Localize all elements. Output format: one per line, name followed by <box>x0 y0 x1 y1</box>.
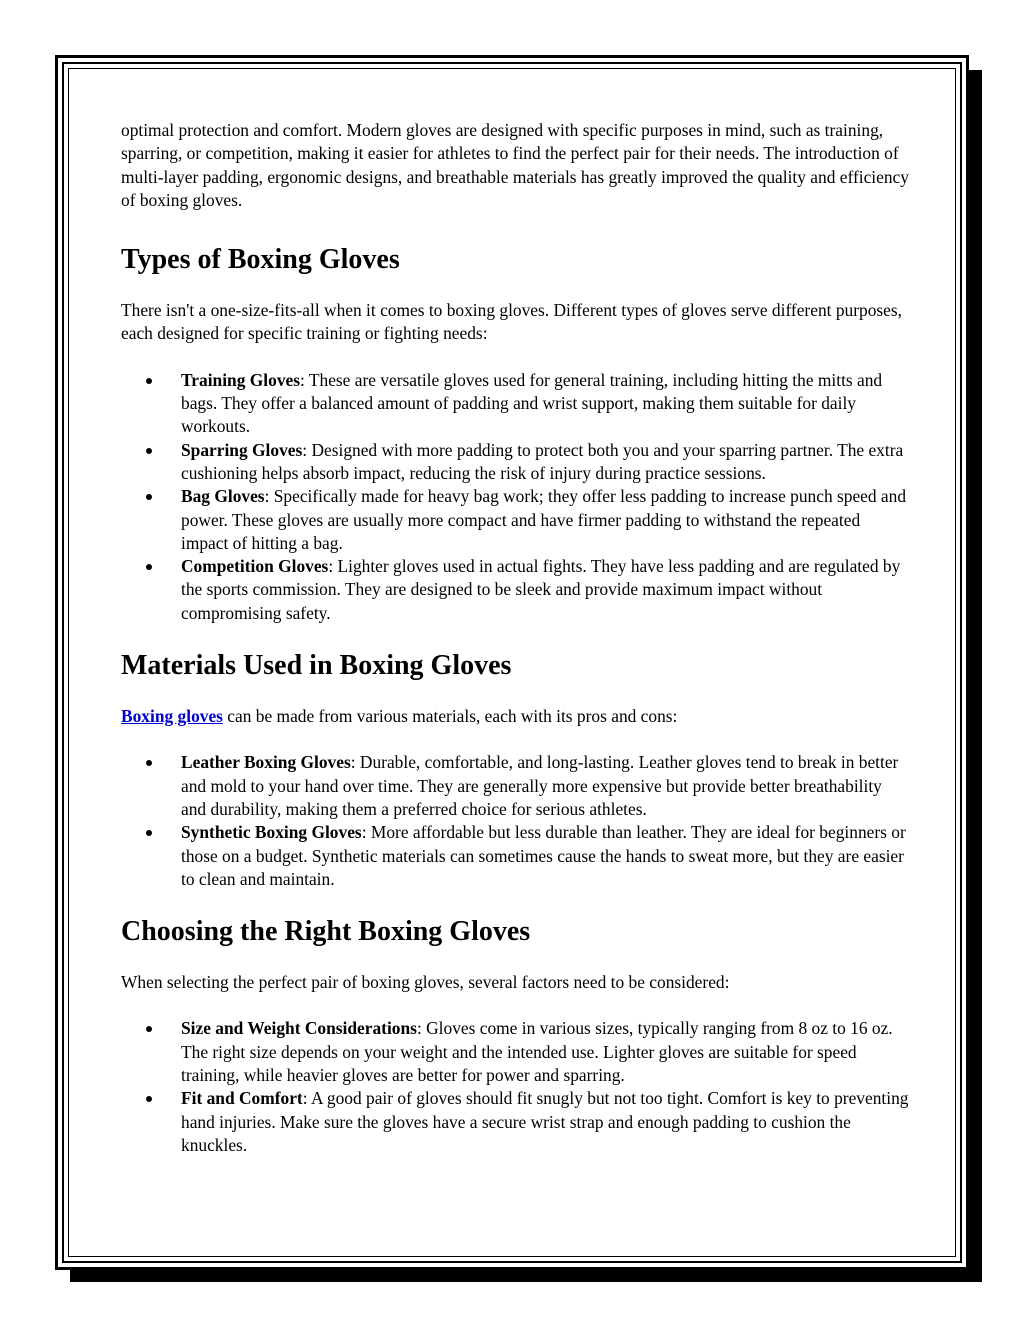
list-item-text: : Specifically made for heavy bag work; they offer less padding to increase punch speed and power. These gloves are usually more compact and have firmer padding to withstand the repeated impact of hitting a bag. <box>181 486 907 553</box>
list-item <box>121 439 911 486</box>
bullet-icon <box>146 564 152 570</box>
bullet-icon <box>146 448 152 454</box>
bullet-icon <box>146 494 152 500</box>
choosing-lead-paragraph: When selecting the perfect pair of boxing gloves, several factors need to be considered: <box>121 972 730 993</box>
list-item <box>121 751 911 821</box>
list-item <box>121 369 911 439</box>
bullet-icon <box>146 1026 152 1032</box>
materials-lead-paragraph <box>121 705 911 728</box>
types-list <box>121 369 911 625</box>
list-item-term: Training Gloves <box>181 369 301 390</box>
list-item-term: Synthetic Boxing Gloves <box>181 822 362 843</box>
list-item-term: Fit and Comfort <box>181 1088 303 1109</box>
intro-paragraph: optimal protection and comfort. Modern gloves are designed with specific purposes in mind, such as training, sparring, or competition, making it easier for athletes to find the perfect pair for their needs. The introduction of multi-layer padding, ergonomic designs, and breathable materials has greatly improved the quality and efficiency of boxing gloves. <box>121 120 909 210</box>
choosing-list <box>121 1017 911 1157</box>
types-heading: Types of Boxing Gloves <box>121 244 400 276</box>
types-lead-paragraph: There isn't a one-size-fits-all when it comes to boxing gloves. Different types of gloves serve different purposes, each designed for specific training or fighting needs: <box>121 300 902 344</box>
list-item-text: : Gloves come in various sizes, typically ranging from 8 oz to 16 oz. The right size depends on your weight and the intended use. Lighter gloves are suitable for speed training, while heavier gloves are better for power and sparring. <box>181 1018 893 1086</box>
materials-lead-text: can be made from various materials, each with its pros and cons: <box>222 706 678 727</box>
bullet-icon <box>146 1096 152 1102</box>
list-item-text: : More affordable but less durable than leather. They are ideal for beginners or those on a budget. Synthetic materials can sometimes cause the hands to sweat more, but they are easier to clean and maintain. <box>181 822 906 889</box>
list-item-text: : Designed with more padding to protect both you and your sparring partner. The extra cushioning helps absorb impact, reducing the risk of injury during practice sessions. <box>181 439 904 483</box>
list-item <box>121 485 911 555</box>
document-content <box>121 119 911 1157</box>
list-item-term: Sparring Gloves <box>181 439 303 460</box>
list-item <box>121 1087 911 1157</box>
materials-list <box>121 751 911 891</box>
list-item <box>121 1017 911 1087</box>
list-item-term: Bag Gloves <box>181 486 265 507</box>
bullet-icon <box>146 830 152 836</box>
list-item-term: Leather Boxing Gloves <box>181 752 351 773</box>
list-item-text: : A good pair of gloves should fit snugly but not too tight. Comfort is key to preventing hand injuries. Make sure the gloves have a secure wrist strap and enough padding to cushion the knuckles. <box>181 1088 909 1155</box>
list-item-text: : Lighter gloves used in actual fights. They have less padding and are regulated by the sports commission. They are designed to be sleek and provide maximum impact without compromising safety. <box>181 556 901 623</box>
boxing-gloves-link[interactable]: Boxing gloves <box>121 706 223 727</box>
bullet-icon <box>146 378 152 384</box>
list-item-term: Size and Weight Considerations <box>181 1018 417 1039</box>
bullet-icon <box>146 760 152 766</box>
list-item <box>121 821 911 891</box>
list-item-text: : Durable, comfortable, and long-lasting. Leather gloves tend to break in better and mold to your hand over time. They are generally more expensive but provide better breathability and durability, making them a preferred choice for serious athletes. <box>181 752 899 819</box>
list-item-term: Competition Gloves <box>181 556 329 577</box>
list-item <box>121 555 911 625</box>
choosing-heading: Choosing the Right Boxing Gloves <box>121 916 531 948</box>
materials-heading: Materials Used in Boxing Gloves <box>121 650 512 682</box>
list-item-text: : These are versatile gloves used for general training, including hitting the mitts and bags. They offer a balanced amount of padding and wrist support, making them suitable for daily workouts. <box>181 369 883 437</box>
